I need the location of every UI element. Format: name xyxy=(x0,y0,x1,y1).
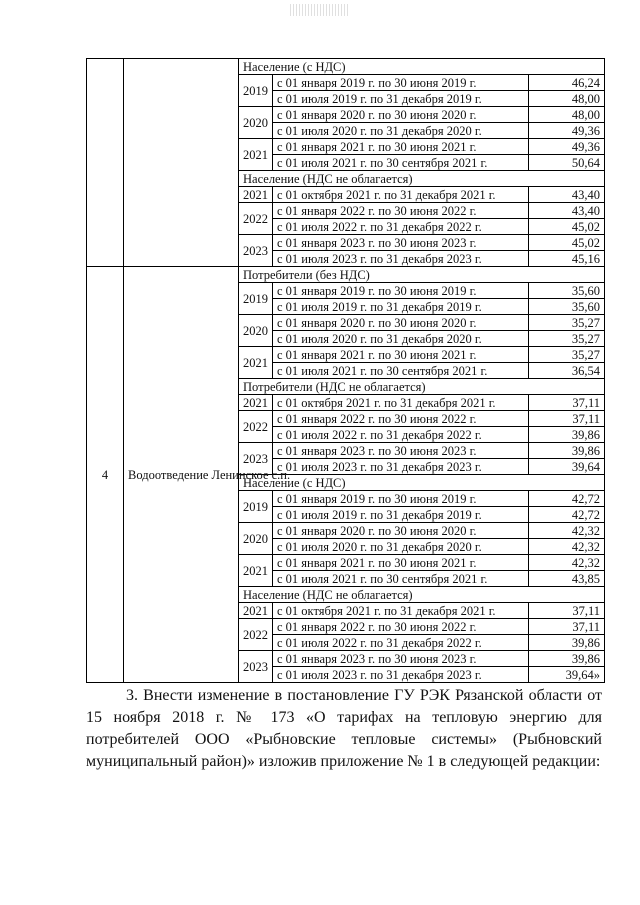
tariff-value: 49,36 xyxy=(529,123,605,139)
section-header: Население (с НДС) xyxy=(239,59,605,75)
year-cell: 2022 xyxy=(239,203,273,235)
period-cell: с 01 июля 2021 г. по 30 сентября 2021 г. xyxy=(273,155,529,171)
tariff-value: 43,85 xyxy=(529,571,605,587)
period-cell: с 01 января 2023 г. по 30 июня 2023 г. xyxy=(273,651,529,667)
tariff-value: 35,60 xyxy=(529,299,605,315)
section-header-row xyxy=(87,59,605,75)
period-cell: с 01 января 2022 г. по 30 июня 2022 г. xyxy=(273,619,529,635)
tariff-value: 37,11 xyxy=(529,619,605,635)
period-cell: с 01 июля 2019 г. по 31 декабря 2019 г. xyxy=(273,299,529,315)
period-cell: с 01 января 2021 г. по 30 июня 2021 г. xyxy=(273,139,529,155)
year-cell: 2022 xyxy=(239,619,273,651)
year-cell: 2019 xyxy=(239,75,273,107)
service-name xyxy=(124,59,239,267)
section-header: Население (НДС не облагается) xyxy=(239,587,605,603)
period-cell: с 01 января 2020 г. по 30 июня 2020 г. xyxy=(273,107,529,123)
period-cell: с 01 октября 2021 г. по 31 декабря 2021 г. xyxy=(273,603,529,619)
period-cell: с 01 июля 2019 г. по 31 декабря 2019 г. xyxy=(273,507,529,523)
year-cell: 2020 xyxy=(239,315,273,347)
tariff-value: 37,11 xyxy=(529,411,605,427)
period-cell: с 01 июля 2022 г. по 31 декабря 2022 г. xyxy=(273,427,529,443)
tariff-value: 42,72 xyxy=(529,491,605,507)
section-header: Потребители (без НДС) xyxy=(239,267,605,283)
period-cell: с 01 января 2023 г. по 30 июня 2023 г. xyxy=(273,235,529,251)
period-cell: с 01 октября 2021 г. по 31 декабря 2021 г. xyxy=(273,395,529,411)
period-cell: с 01 июля 2020 г. по 31 декабря 2020 г. xyxy=(273,539,529,555)
tariff-value: 39,64» xyxy=(529,667,605,683)
tariff-value: 42,32 xyxy=(529,555,605,571)
tariff-value: 39,86 xyxy=(529,635,605,651)
period-cell: с 01 января 2020 г. по 30 июня 2020 г. xyxy=(273,315,529,331)
paragraph-3 xyxy=(86,685,602,773)
section-header-row xyxy=(87,267,605,283)
period-cell: с 01 июля 2020 г. по 31 декабря 2020 г. xyxy=(273,331,529,347)
tariff-value: 46,24 xyxy=(529,75,605,91)
tariff-value: 35,27 xyxy=(529,331,605,347)
year-cell: 2021 xyxy=(239,603,273,619)
tariff-value: 48,00 xyxy=(529,107,605,123)
period-cell: с 01 января 2020 г. по 30 июня 2020 г. xyxy=(273,523,529,539)
period-cell: с 01 июля 2023 г. по 31 декабря 2023 г. xyxy=(273,667,529,683)
period-cell: с 01 января 2019 г. по 30 июня 2019 г. xyxy=(273,491,529,507)
year-cell: 2023 xyxy=(239,651,273,683)
tariff-value: 43,40 xyxy=(529,203,605,219)
tariff-value: 35,60 xyxy=(529,283,605,299)
scan-smudge xyxy=(290,4,350,16)
tariff-value: 39,86 xyxy=(529,443,605,459)
tariff-value: 37,11 xyxy=(529,395,605,411)
period-cell: с 01 января 2023 г. по 30 июня 2023 г. xyxy=(273,443,529,459)
period-cell: с 01 января 2019 г. по 30 июня 2019 г. xyxy=(273,283,529,299)
period-cell: с 01 января 2022 г. по 30 июня 2022 г. xyxy=(273,411,529,427)
tariff-value: 43,40 xyxy=(529,187,605,203)
tariff-value: 49,36 xyxy=(529,139,605,155)
tariff-value: 39,86 xyxy=(529,651,605,667)
tariff-value: 39,64 xyxy=(529,459,605,475)
period-cell: с 01 января 2019 г. по 30 июня 2019 г. xyxy=(273,75,529,91)
year-cell: 2022 xyxy=(239,411,273,443)
year-cell: 2023 xyxy=(239,443,273,475)
tariff-value: 39,86 xyxy=(529,427,605,443)
period-cell: с 01 октября 2021 г. по 31 декабря 2021 г. xyxy=(273,187,529,203)
tariff-value: 45,02 xyxy=(529,235,605,251)
tariff-value: 50,64 xyxy=(529,155,605,171)
period-cell: с 01 июля 2019 г. по 31 декабря 2019 г. xyxy=(273,91,529,107)
tariff-value: 37,11 xyxy=(529,603,605,619)
row-number: 4 xyxy=(87,267,124,683)
period-cell: с 01 июля 2022 г. по 31 декабря 2022 г. xyxy=(273,219,529,235)
year-cell: 2021 xyxy=(239,347,273,379)
tariff-value: 45,16 xyxy=(529,251,605,267)
year-cell: 2021 xyxy=(239,395,273,411)
service-name: Водоотведение Ленинское с.п. xyxy=(124,267,239,683)
period-cell: с 01 января 2022 г. по 30 июня 2022 г. xyxy=(273,203,529,219)
period-cell: с 01 июля 2021 г. по 30 сентября 2021 г. xyxy=(273,363,529,379)
year-cell: 2021 xyxy=(239,139,273,171)
section-header: Население (НДС не облагается) xyxy=(239,171,605,187)
year-cell: 2020 xyxy=(239,523,273,555)
paragraph-text: 3. Внести изменение в постановление ГУ РЭК Рязанской области от 15 ноября 2018 г. № 173 «О тарифах на тепловую энергию для потребителей ООО «Рыбновские тепловые системы» (Рыбновский муниципальный район)» изложив приложение № 1 в следующей редакции: xyxy=(86,687,602,770)
section-header: Население (с НДС) xyxy=(239,475,605,491)
year-cell: 2021 xyxy=(239,187,273,203)
tariff-value: 42,72 xyxy=(529,507,605,523)
year-cell: 2019 xyxy=(239,283,273,315)
tariff-value: 42,32 xyxy=(529,539,605,555)
period-cell: с 01 июля 2020 г. по 31 декабря 2020 г. xyxy=(273,123,529,139)
year-cell: 2019 xyxy=(239,491,273,523)
tariff-value: 36,54 xyxy=(529,363,605,379)
year-cell: 2021 xyxy=(239,555,273,587)
tariff-value: 48,00 xyxy=(529,91,605,107)
period-cell: с 01 июля 2022 г. по 31 декабря 2022 г. xyxy=(273,635,529,651)
year-cell: 2020 xyxy=(239,107,273,139)
period-cell: с 01 июля 2021 г. по 30 сентября 2021 г. xyxy=(273,571,529,587)
period-cell: с 01 июля 2023 г. по 31 декабря 2023 г. xyxy=(273,251,529,267)
row-number xyxy=(87,59,124,267)
tariff-value: 35,27 xyxy=(529,347,605,363)
period-cell: с 01 января 2021 г. по 30 июня 2021 г. xyxy=(273,555,529,571)
period-cell: с 01 января 2021 г. по 30 июня 2021 г. xyxy=(273,347,529,363)
year-cell: 2023 xyxy=(239,235,273,267)
tariff-table xyxy=(86,58,605,683)
tariff-value: 45,02 xyxy=(529,219,605,235)
tariff-value: 35,27 xyxy=(529,315,605,331)
period-cell: с 01 июля 2023 г. по 31 декабря 2023 г. xyxy=(273,459,529,475)
tariff-value: 42,32 xyxy=(529,523,605,539)
section-header: Потребители (НДС не облагается) xyxy=(239,379,605,395)
